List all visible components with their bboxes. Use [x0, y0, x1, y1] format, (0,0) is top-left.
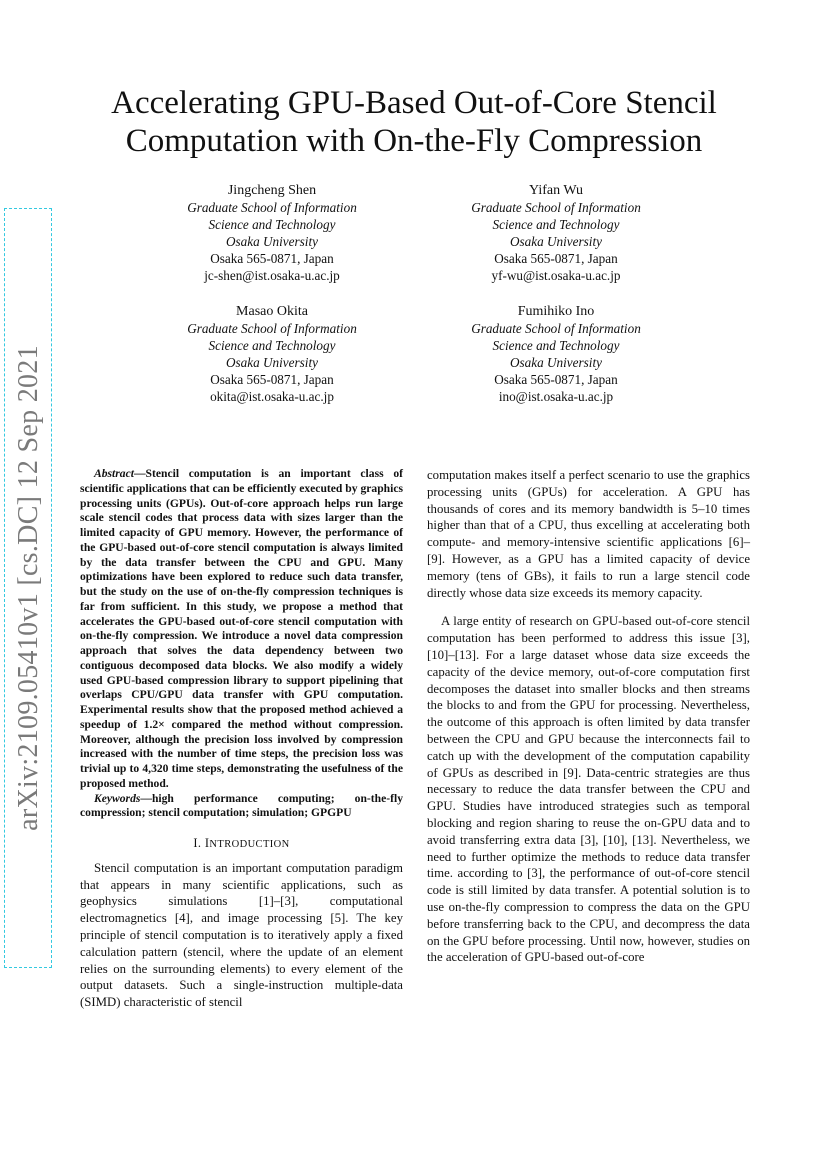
title-line-1: Accelerating GPU-Based Out-of-Core Stencil: [111, 85, 717, 121]
intro-paragraph-continued: computation makes itself a perfect scenario to use the graphics processing units (GPUs) for acceleration. A GPU has thousands of cores and its memory bandwidth is 5–10 times higher than that of a CPU, thus excelling at accelerating both compute- and memory-intensive scientific applications [6]–[9]. However, as a GPU has a limited capacity of device memory (tens of GBs), it fails to run a large stencil code directly whose data size exceeds its memory capacity.: [427, 468, 750, 600]
author-university: Osaka University: [226, 234, 318, 249]
intro-paragraph: Stencil computation is an important computation paradigm that appears in many scientific applications, such as geophysics simulations [1]–[3], computational electromagnetics [4], and image processing [5]. The key principle of stencil computation is to iteratively apply a fixed calculation pattern (stencil, where the update of an element relies on the surrounding elements) to every element of the output datasets. Such a single-instruction multiple-data (SIMD) characteristic of stencil: [80, 860, 403, 1010]
author-block-1: [127, 182, 417, 284]
author-block-2: [411, 182, 701, 284]
author-dept: Graduate School of Information: [471, 321, 641, 336]
author-block-4: [411, 303, 701, 405]
left-column: [80, 467, 403, 1011]
keywords-label: Keywords: [94, 791, 141, 805]
abstract: [80, 467, 403, 792]
section-number: I.: [193, 836, 202, 850]
author-email: jc-shen@ist.osaka-u.ac.jp: [204, 268, 340, 283]
author-name: Masao Okita: [236, 304, 308, 319]
author-dept: Graduate School of Information: [471, 200, 641, 215]
paper-title: [60, 84, 768, 160]
keywords: [80, 792, 403, 822]
author-address: Osaka 565-0871, Japan: [210, 372, 334, 387]
section-title-rest: NTRODUCTION: [209, 839, 290, 850]
abstract-text: —Stencil computation is an important class of scientific applications that can be efficiently executed by graphics processing units (GPUs). Out-of-core approach helps run large scale stencil codes that process data with sizes larger than the limited capacity of GPU memory. However, the performance of the GPU-based out-of-core stencil computation is always limited by the data transfer between the CPU and GPU. Many optimizations have been explored to reduce such data transfer, but the study on the use of on-the-fly compression techniques is far from sufficient. In this study, we propose a method that accelerates the GPU-based out-of-core stencil computation with on-the-fly compression. We introduce a novel data compression approach that solves the data dependency between two contiguous decomposed data blocks. We also modify a widely used GPU-based compression library to support pipelining that overlaps CPU/GPU data transfer with GPU computation. Experimental results show that the proposed method achieved a speedup of 1.2× compared the method without compression. Moreover, although the precision loss involved by compression increased with the number of time steps, the precision loss was trivial up to 4,320 time steps, demonstrating the usefulness of the proposed method.: [80, 467, 403, 790]
author-name: Jingcheng Shen: [227, 183, 317, 198]
author-dept: Science and Technology: [208, 217, 336, 232]
author-block-3: [127, 303, 417, 405]
intro-paragraph: A large entity of research on GPU-based out-of-core stencil computation has been performed to address this issue [3], [10]–[13]. For a large dataset whose data size exceeds the capacity of the device memory, out-of-core computation first decomposes the dataset into smaller blocks and then streams the blocks to and from the GPU for processing. Nevertheless, the outcome of this approach is often limited by data transfer between the CPU and GPU because the interconnects fail to catch up with the development of the computation capability of GPUs as described in [9]. Data-centric strategies are thus necessary to reduce the data transfer between the CPU and GPU. Studies have introduced strategies such as temporal blocking and region sharing to reuse the on-GPU data and to avoid transferring extra data [3], [10], [13]. Nevertheless, we need to further optimize the methods to reduce data transfer time. according to [3], the performance of out-of-core stencil code is still limited by data transfer. A potential solution is to use on-the-fly compression to compress the data on the GPU before transferring back to the CPU, and decompress the data on the GPU before processing. Until now, however, studies on the acceleration of GPU-based out-of-core: [427, 614, 750, 965]
author-dept: Graduate School of Information: [187, 321, 357, 336]
author-address: Osaka 565-0871, Japan: [494, 372, 618, 387]
author-dept: Science and Technology: [208, 338, 336, 353]
arxiv-stamp: arXiv:2109.05410v1 [cs.DC] 12 Sep 2021: [4, 208, 52, 968]
section-initial: I: [204, 836, 210, 850]
author-dept: Graduate School of Information: [187, 200, 357, 215]
author-dept: Science and Technology: [492, 217, 620, 232]
keywords-text: —high performance computing; on-the-fly compression; stencil computation; simulation; GPGPU: [80, 791, 403, 820]
title-line-2: Computation with On-the-Fly Compression: [125, 123, 703, 159]
author-email: yf-wu@ist.osaka-u.ac.jp: [491, 268, 621, 283]
section-heading: [80, 835, 403, 854]
author-name: Fumihiko Ino: [517, 304, 595, 319]
right-column: [427, 467, 750, 966]
author-university: Osaka University: [226, 355, 318, 370]
author-university: Osaka University: [510, 355, 602, 370]
author-address: Osaka 565-0871, Japan: [494, 251, 618, 266]
author-name: Yifan Wu: [528, 183, 583, 198]
author-address: Osaka 565-0871, Japan: [210, 251, 334, 266]
author-university: Osaka University: [510, 234, 602, 249]
author-email: ino@ist.osaka-u.ac.jp: [498, 389, 614, 404]
author-dept: Science and Technology: [492, 338, 620, 353]
abstract-label: Abstract: [94, 467, 134, 480]
author-email: okita@ist.osaka-u.ac.jp: [210, 389, 334, 404]
